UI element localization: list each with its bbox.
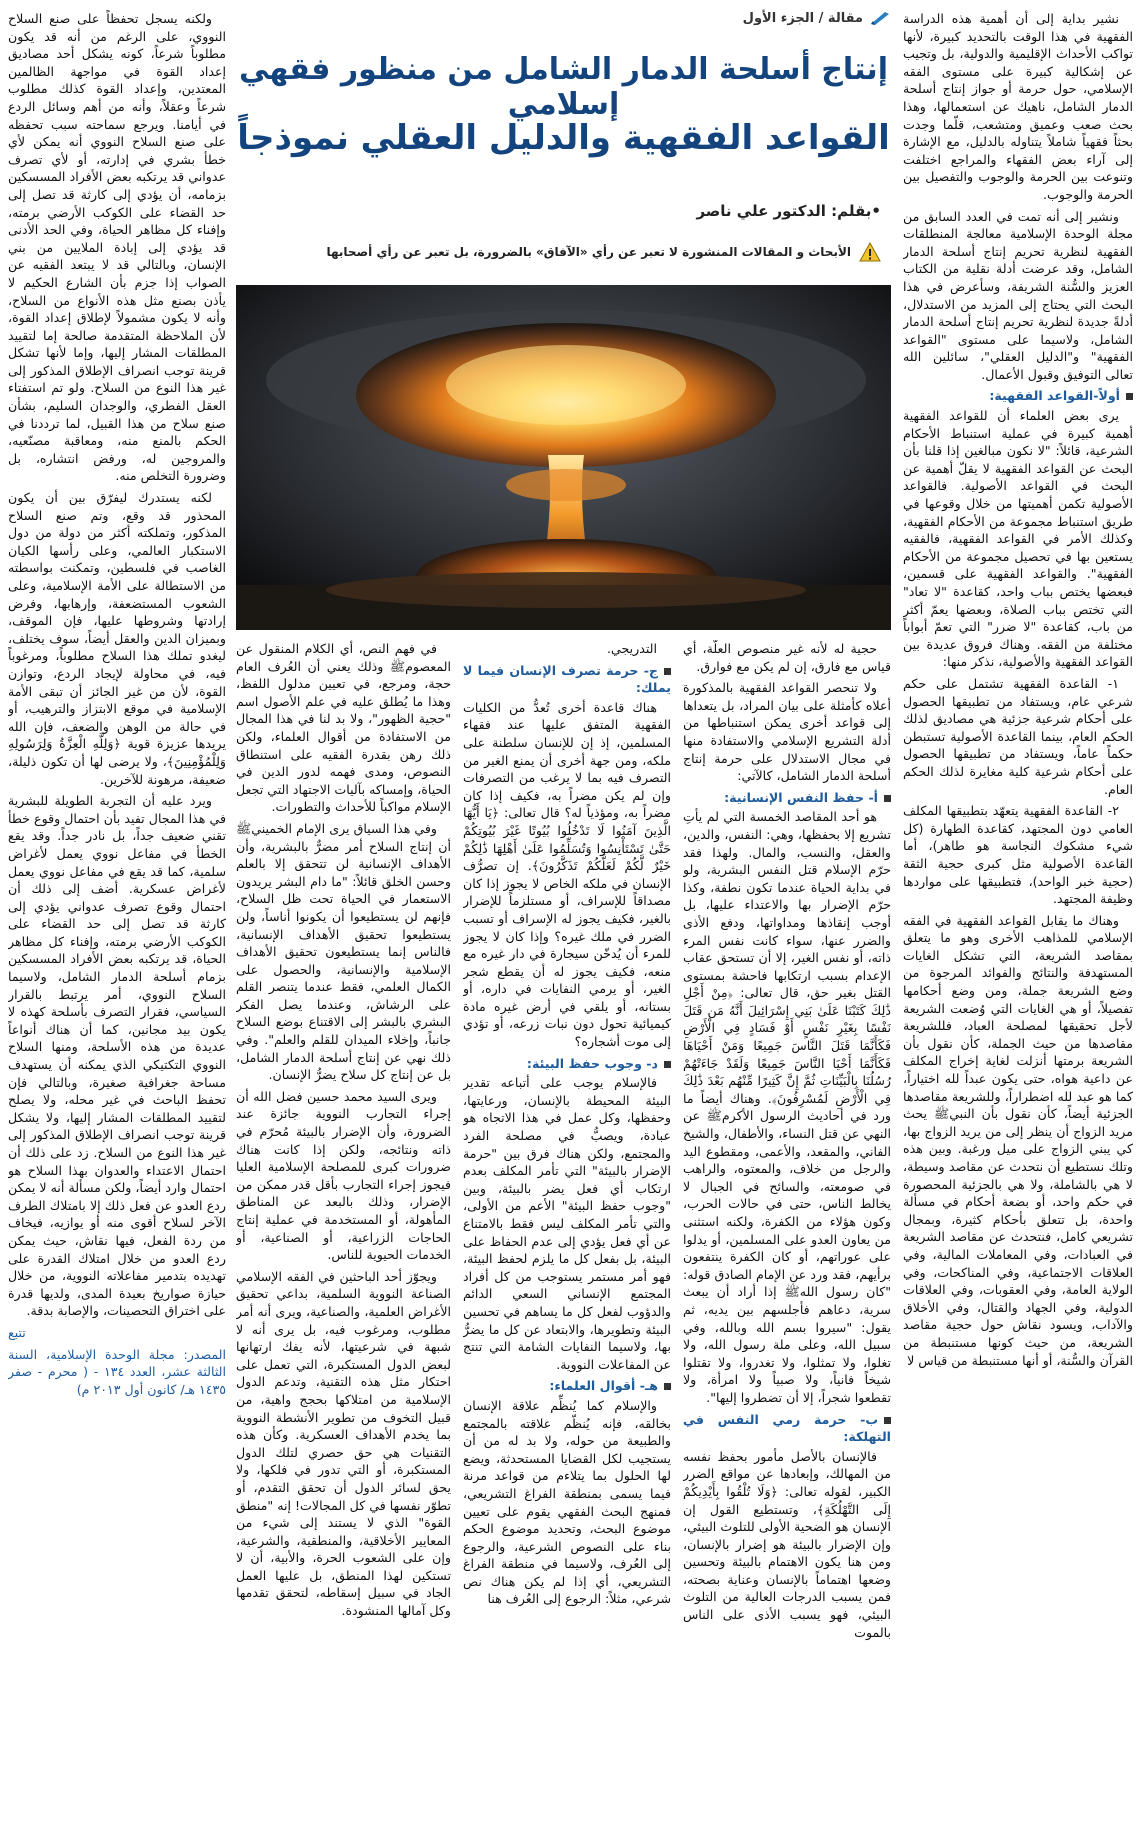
section-label: مقالة / الجزء الأول <box>743 10 891 26</box>
author-byline: •بقلم: الدكتور علي ناصر <box>696 202 881 220</box>
square-bullet-icon <box>884 1417 891 1424</box>
section-heading: أولاً-القواعد الفقهية: <box>903 387 1133 405</box>
paragraph: ويجوّز أحد الباحثين في الفقه الإسلامي الصناعة النووية السلمية، بداعي تحقيق الأغراض العلمية، والصناعية، ويرى أنه أمر مطلوب، ومرغوب فيه، بل يرى أنه لا شبهة في شرعيتها، لأنه يفك ارتهانها لبعض الدول المستكبرة، التي تعمل على احتكار مثل هذه التقنية، وتدعم الدول الإسلامية من امتلاكها بحجج واهية، من قبيل التخوف من تطوير الأنشطة النووية بما يخدم الأهداف العسكرية. وكأن هذه التقنيات هي حق حصري لتلك الدول المستكبرة، أو التي تدور في فلكها، ولا يحق لسائر الدول أن تحقق التقدم، أو تطوّر نفسها في كل المجالات! إنه "منطق القوة" الذي لا يستند إلى شيء من المعايير الأخلاقية، والمنطقية، والشرعية، وإن على الشعوب الحرة، والأبية، أن لا تستكين لهذا المنطق، بل عليها العمل الجاد في سبيل إسقاطه، لتحقق تقدمها وكل آمالها المنشودة. <box>236 1268 451 1619</box>
pen-icon <box>869 10 891 26</box>
paragraph: ١- القاعدة الفقهية تشتمل على حكم شرعي عام، ويستفاد من تطبيقها الحصول على أحكام شرعية جزئية هي مصاديق لذلك الحكم العام، بينما القاعدة الأصولية تستبطن حكماً عاماً، ويستفاد من تطبيقها الحصول على أحكام شرعية كلية مغايرة لذلك الحكم العام. <box>903 675 1133 797</box>
paragraph: ويرد عليه أن التجربة الطويلة للبشرية في هذا المجال تفيد بأن احتمال وقوع خطأ تقني ضعيف جداً، بل نادر جداً. وقد يقع الخطأ في مفاعل نووي يعمل لأغراض سلمية، كما قد يقع في مفاعل نووي يعمل لأغراض عسكرية. أضف إلى ذلك أن احتمال وقوع تصرف عدواني يؤدي إلى كارثة قد تصل إلى حد القضاء على الكوكب الأرضي برمته، وإفناء كل مظاهر الحياة، قد يرتكبه بعض الأفراد المسسكين بزمام أسلحة الدمار الشامل، ولاسيما السلاح النووي، أمر يرتبط بالقرار السياسي، فقرار التصرف بأسلحة كهذه لا يكون بيد مجانين، كما أن هناك أنواعاً عديدة من هذه الأسلحة، ومنها السلاح النووي التكتيكي الذي يمكنه أن يستهدف مساحة جغرافية صغيرة، وبالتالي فإن تحفظ الباحث في غير محله، ولا يصلح لتقييد المطلقات المشار إليها، ولا يشكل قرينة توجب انصراف الإطلاق المذكور إلى غير هذا النوع من السلاح. زد على ذلك أن احتمال الاعتداء والعدوان بهذا السلاح هو احتمال وارد أيضاً، ولكن مسألة أنه لا يمكن ردع العدو عن فعل ذلك إلا بامتلاك الطرف الآخر لسلاح أقوى منه أو يوازيه، فيخاف من ردة الفعل، فيها نقاش، حيث يمكن ردع العدو من خلال امتلاك القدرة على تهديده بتدمير مفاعلاته النووية، من خلال حيازة صواريخ بعيدة المدى، ولديها قدرة على اختراق التحصينات، والإصابة بدقة. <box>8 793 226 1319</box>
paragraph: ونشير إلى أنه تمت في العدد السابق من مجلة الوحدة الإسلامية معالجة المنطلقات الفقهية لنظرية تحريم إنتاج أسلحة الدمار الشامل، وقد عرضت أدلة نقلية من الكتاب العزيز والسُّنة الشريفة، وسأعرض في هذا البحث التي يحتاج إلى المزيد من الاستدلال، أدلةً جديدة لنظرية تحريم إنتاج أسلحة الدمار الشامل، ولاسيما على مستوى "القواعد الفقهية" و"الدليل العقلي"، سائلين الله تعالى التوفيق وقبول الأعمال. <box>903 208 1133 382</box>
section-heading: د- وجوب حفظ البيئة: <box>463 1055 671 1073</box>
source-citation: المصدر: مجلة الوحدة الإسلامية، السنة الثالثة عشر، العدد ١٣٤ - ( محرم - صفر ١٤٣٥ هـ/ كانون أول ٢٠١٣ م) <box>8 1346 226 1397</box>
paragraph: لكنه يستدرك ليفرّق بين أن يكون المحذور قد وقع، وتم صنع السلاح المذكور، وتملكته أكثر من دولة من دول الاستكبار العالمي، وعلى رأسها الكيان الغاصب في فلسطين، وتمكنت بواسطته من الاستطالة على الأمة الإسلامية، وعلى الشعوب المستضعفة، وإرهابها، وفرض إرادتها وشروطها عليها، فإن الموقف، وبميزان الدين والعقل أيضاً، سوف يختلف، ليغدو تملك هذا السلاح مطلوباً، ومرغوباً فيه، في محاولة لإيجاد الردع، وتوازن القوة، لأن من غير الجائز أن تبقى الأمة الإسلامية في موقع الابتزاز والترهيب، أو في حالة من الوهن والضعف، فإن الله يريدها عزيزة قوية ﴿وَلِلَّهِ الْعِزَّةُ وَلِرَسُولِهِ وَلِلْمُؤْمِنِينَ﴾، ولا يرضى لها أن تكون ذليلة، ضعيفة، مرهونة للآخرين. <box>8 490 226 787</box>
column-3 <box>463 640 671 1825</box>
paragraph: وفي هذا السياق يرى الإمام الخمينيﷺ أن إنتاج السلاح أمر مضرٌّ بالبشرية، وأن الأهداف الإنسانية لن تتحقق إلا بالعلم وحسن الخلق قائلاً: "ما دام البشر يريدون الاستعمار في الحياة تحت ظل السلاح، فإنهم لن يستطيعوا أن يكونوا أناساً، ولن يستطيعوا تحقيق الأهداف الإنسانية، فالناس إنما يستطيعون تحقيق الأهداف الإسلامية والإنسانية، والحصول على الكمال العلمي، فقط عندما يتنصر القلم على الرشاش، وعندما يصل الفكر البشري بالبشر إلى الاقتناع بوضع السلاح جانباً، وإخلاء الميدان للقلم والعلم". وفي ذلك نهي عن إنتاج أسلحة الدمار الشامل، بل عن إنتاج كل سلاح يضرُّ الإنسان. <box>236 820 451 1083</box>
paragraph: ولكنه يسجل تحفظاً على صنع السلاح النووي، على الرغم من أنه قد يكون مطلوباً شرعاً، كونه يشكل أحد مصاديق إعداد القوة في مواجهة الظالمين المعتدين، وإعداد القوة كذلك مطلوب شرعاً وعقلاً، وأنه من أهم وسائل الردع في أيامنا. ويرجع سماحته سبب تحفظه على صنع السلاح النووي أنه يمكن لأي خطأ بشري في إدارته، أو لأي تصرف عدواني قد يرتكبه بعض الأفراد المسسكين بزمامه، أن يؤدي إلى كارثة قد تصل إلى حد القضاء على الكوكب الأرضي برمته، وإفناء كل مظاهر الحياة، وفي الحد الأدنى قد يؤدي إلى إبادة الملايين من بني الإنسان، وبالتالي قد لا يبتعد الفقيه عن الصواب إذا جزم بأن الشارع الحكيم لا يأذن بصنع مثل هذه الأنواع من السلاح، وأنه لا يكون مشمولاً لإطلاق إعداد القوة، لأن الملاحظة المتقدمة صالحة إما لتقييد المطلقات المشار إليها، وإما لأنها تشكل قرينة توجب انصراف الإطلاق المذكور إلى غير هذا النوع من السلاح. ولو تم استفتاء العقل الفطري، والوجدان السليم، بشأن صنع سلاح من هذا القبيل، لما ترددنا في الحكم بالمنع منه، ومعاقبة مصنّعيه، والمروجين له، ورفض انتشاره، بل وضرورة التخلص منه. <box>8 11 226 484</box>
column-4 <box>236 640 451 1825</box>
column-2 <box>683 640 891 1825</box>
column-right <box>903 10 1133 1825</box>
paragraph: هناك قاعدة أخرى تُعدُّ من الكليات الفقهية المتفق عليها عند فقهاء المسلمين، إذ إن للإنسان سلطنة على ملكه، ومن جهة أخرى أن يمنع الغير من التصرف فيه بما لا يرغب من التصرفات وإن لم يكن مضراً به، فكيف إذا كان مضراً به، ومؤذياً له؟ قال تعالى: ﴿يَا أَيُّهَا الَّذِينَ آمَنُوا لَا تَدْخُلُوا بُيُوتًا غَيْرَ بُيُوتِكُمْ حَتَّىٰ تَسْتَأْنِسُوا وَتُسَلِّمُوا عَلَىٰ أَهْلِهَا ذَٰلِكُمْ خَيْرٌ لَّكُمْ لَعَلَّكُمْ تَذَكَّرُونَ﴾. إن تصرُّف الإنسان في ملكه الخاص لا يجوز إذا كان مصداقاً للإسراف، أو مستلزماً للإضرار بالغير، فكيف يجوز له الإسراف أو تسبب الضرر في ملك غيره؟ وإذا كان لا يجوز للمرء أن يُدخّن سيجارة في دار غيره مع منعه، فكيف يجوز له أن يقطع شجر الغير، أو يرمي النفايات في داره، أو بستانه، أو يلقي في أرض غيره مادة كيميائية تحول دون نبات زرعه، أو تؤدي إلى موت أشجاره؟ <box>463 699 671 1050</box>
square-bullet-icon <box>1126 393 1133 400</box>
mushroom-cloud-photo <box>236 285 891 630</box>
paragraph: يرى بعض العلماء أن للقواعد الفقهية أهمية كبيرة في عملية استنباط الأحكام الشرعية، قائلاً: "لا نكون مبالغين إذا قلنا بأن البحث عن القواعد الفقهية لا يقلّ أهمية عن البحث في القواعد الأصولية. فالقواعد الأصولية تكمن أهميتها من خلال وقوعها في طريق استنباط مجموعة من الأحكام الفقهية، وكذلك الأمر في القواعد الفقهية، فالفقيه يستعين بها في تحصيل مجموعة من الأحكام الفقهية". والقواعد الفقهية على قسمين، فبعضها يختص بباب واحد، كقاعدة "لا تعاد" التي تختص بباب الصلاة، وبعضها يعمّ أكثر من باب، كقاعدة "لا ضرر" التي تعمّ أبواباً مختلفة من الفقه. وهناك فروق عديدة بين القواعد الفقهية والأصولية، نذكر منها: <box>903 408 1133 670</box>
paragraph: في فهم النص، أي الكلام المنقول عن المعصومﷺ وذلك يعني أن العُرف العام حجة، ومرجع، في تعيين مدلول اللفظ، وهذا ما يُطلق عليه في علم الأصول اسم "حجية الظهور"، ولا بد لنا في هذا المجال من الاستفادة من أقوال العلماء، ولكن ذلك رهن بقدرة الفقيه على استنطاق النصوص، ومدى فهمه لدور الدين في الحياة، وإمساكه بآليات الاجتهاد التي تجعل الإسلام مواكباً للأحداث والتطورات. <box>236 641 451 815</box>
paragraph: فالإسلام يوجب على أتباعه تقدير البيئة المحيطة بالإنسان، ورعايتها، وحفظها، وكل عمل في هذا الاتجاه هو عبادة، ويصبُّ في مصلحة الفرد والمجتمع، ولكن هناك فرق بين "حرمة الإضرار بالبيئة" التي تأمر المكلف بعدم ارتكاب أي فعل يضر بالبيئة، وبين "وجوب حفظ البيئة" الأعم من الأولى، والتي تأمر المكلف ليس فقط بالامتناع عن أي فعل يؤدي إلى عدم الحفاظ على البيئة، بل بفعل كل ما يلزم لحفظ البيئة، فهو أمر مستمر يستوجب من كل أفراد المجتمع الإنساني السعي الدائم والدؤوب لفعل كل ما يساهم في تحسين البيئة وتطويرها، والابتعاد عن كل ما يضرُّ بها، ولاسيما النفايات الشامة التي تنتج عن المفاعلات النووية. <box>463 1075 671 1372</box>
paragraph: التدريجي. <box>607 641 657 656</box>
disclaimer: الأبحاث و المقالات المنشورة لا تعبر عن رأي «الآفاق» بالضرورة، بل تعبر عن رأي أصحابها <box>326 242 881 262</box>
paragraph: ولا تنحصر القواعد الفقهية بالمذكورة أعلاه كأمثلة على بيان المراد، بل يتعداها إلى قواعد أخرى يمكن استنباطها من أدلة التشريع الإسلامي والاستفادة منها في مجال الاستدلال على حرمة إنتاج أسلحة الدمار الشامل، كالآتي: <box>683 680 891 784</box>
article-header <box>236 10 891 290</box>
square-bullet-icon <box>664 1383 671 1390</box>
paragraph: ٢- القاعدة الفقهية يتعهّد بتطبيقها المكلف العامي دون المجتهد، كقاعدة الطهارة (كل شيء مشكوك النجاسة هو طاهر)، أما القاعدة الأصولية مثل كبرى حجية الثقة (حجية خبر الواحد)، فتطبيقها على مواردها وظيفة المجتهد. <box>903 803 1133 907</box>
paragraph: هو أحد المقاصد الخمسة التي لم يأتِ تشريع إلا بحفظها، وهي: النفس، والدين، والعقل، والنسب، والمال. ولهذا فقد حرّم الإسلام قتل النفس البشرية، ولو في بداية الحياة عندما تكون نطفة، وكذا حرّم الإضرار بها والاعتداء عليها، بل أوجب إنقاذها ومداواتها، ودفع الأذى والضرر عنها، سواء كانت نفس المرء ذاته، أو نفس الغير، إلا أن تستحق عقاب الإعدام بسبب ارتكابها فاحشة بمستوى القتل بغير حق، قال تعالى: ﴿مِنْ أَجْلِ ذَٰلِكَ كَتَبْنَا عَلَىٰ بَنِي إِسْرَائِيلَ أَنَّهُ مَن قَتَلَ نَفْسًا بِغَيْرِ نَفْسٍ أَوْ فَسَادٍ فِي الْأَرْضِ فَكَأَنَّمَا قَتَلَ النَّاسَ جَمِيعًا وَمَنْ أَحْيَاهَا فَكَأَنَّمَا أَحْيَا النَّاسَ جَمِيعًا وَلَقَدْ جَاءَتْهُمْ رُسُلُنَا بِالْبَيِّنَاتِ ثُمَّ إِنَّ كَثِيرًا مِّنْهُم بَعْدَ ذَٰلِكَ فِي الْأَرْضِ لَمُسْرِفُونَ﴾. وهناك أيضاً ما ورد في أحاديث الرسول الأكرمﷺ عن النهي عن قتل النساء، والأطفال، والشيخ الفاني، والمقعد، والأعمى، ومقطوع اليد والرجل من خلاف، والمعتوه، والراهب في صومعته، والسائح في الجبال لا يخالط الناس، حتى في حالات الحرب، وكون هؤلاء من الكفرة، ولكنه استثنى من يعاون العدو على المسلمين، أو يدلوا على عوراتهم، أو كان الكفرة ينتفعون برأيهم، فقد ورد عن الإمام الصادق قوله: "كان رسول اللهﷺ إذا أراد أن يبعث سرية، دعاهم فأجلسهم بين يديه، ثم يقول: "سيروا بسم الله وبالله، وفي سبيل الله، وعلى ملة رسول الله، ولا تغلوا، ولا تمثلوا، ولا تغدروا، ولا تقتلوا شيخاً فانياً، ولا صبياً ولا امرأة، ولا تقطعوا شجراً، إلا أن تضطروا إليها". <box>683 809 891 1405</box>
continued-label: تتبع <box>8 1324 26 1340</box>
section-heading: هـ- أقوال العلماء: <box>463 1377 671 1395</box>
square-bullet-icon <box>884 795 891 802</box>
section-heading: ج- حرمة تصرف الإنسان فيما لا يملك: <box>463 662 671 696</box>
warning-icon <box>859 242 881 262</box>
column-left <box>8 10 226 1825</box>
paragraph: ويرى السيد محمد حسين فضل الله أن إجراء التجارب النووية جائزة عند الضرورة، وأن الإضرار بالبيئة مُحرّم في ذاته ونتائجه، ولكن إذا كانت هناك ضرورات كبرى للمصلحة الإسلامية العليا فيجوز إجراء التجارب بأقل قدر ممكن من الإضرار، وذلك بالبعد عن المناطق المأهولة، أو المستخدمة في عملية إنتاج الحاجات الزراعية، أو الصناعية، أو الخدمات الحيوية للناس. <box>236 1088 451 1263</box>
paragraph: حجية له لأنه غير منصوص العلّة، أي قياس مع فارق، إن لم يكن مع فوارق. <box>683 641 891 674</box>
section-heading: ب- حرمة رمي النفس في التهلكة: <box>683 1411 891 1445</box>
paragraph: فالإنسان بالأصل مأمور بحفظ نفسه من المهالك، وإبعادها عن مواقع الضرر الكبير، لقوله تعالى: ﴿وَلَا تُلْقُوا بِأَيْدِيكُمْ إِلَى التَّهْلُكَةِ﴾، وتستطيع القول إن الإنسان هو الضحية الأولى للتلوث البيئي، وإن الإضرار بالبيئة هو إضرار بالإنسان، ومن هنا يكون الاهتمام بالبيئة وتحسين وضعها اهتماماً بالإنسان وعناية بصحته، فمن يسبب الدرجات العالية من التلوث البيئي، فهو يسبب الأذى على الناس بالموت <box>683 1448 891 1640</box>
section-heading: أ- حفظ النفس الإنسانية: <box>683 789 891 807</box>
paragraph: نشير بداية إلى أن أهمية هذه الدراسة الفقهية في هذا الوقت بالتحديد كبيرة، لأنها تواكب الأحداث الإقليمية والدولية، بل وتجيب عن إشكالية كبيرة على مستوى الفقه الإسلامي، حول حرمة أو جواز إنتاج أسلحة الدمار الشامل، ناهيك عن استعمالها، وهذا بحث صعب وعميق ومتشعب، قلّما وجدت بحثاً فقهياً شاملاً يتناوله بالدليل، مع الإشارة إلى آراء بعض الفقهاء والمراجع اختلفت وتنوعت بين الحرمة والوجوب والتفصيل بين الحرمة والوجوب. <box>903 11 1133 202</box>
square-bullet-icon <box>664 668 671 675</box>
article-subtitle: القواعد الفقهية والدليل العقلي نموذجاً <box>237 118 890 158</box>
paragraph: وهناك ما يقابل القواعد الفقهية في الفقه الإسلامي للمذاهب الأخرى وهو ما يتعلق بمقاصد الشريعة، التي تشكل الغايات المستهدفة والنتائج والفوائد المرجوة من وضع الشريعة جملة، ومن وضع أحكامها تفصيلاً، أو هي الغايات التي وُضعت الشريعة لأجل تحقيقها لمصلحة العباد، فللشريعة مقاصدها من حيث الجملة، كأن نقول بأن الشريعة برمتها أنزلت لغاية إخراج المكلف عن داعية هواه، حتى يكون عبداً لله اختياراً، كما هو عبد لله اضطراراً، وللشريعة مقاصدها الجزئية أيضاً، كأن نقول بأن النبيﷺ يحث مريد الزواج أن ينظر إلى من يريد الزواج بها، كي يبني الزواج على ميل ورغبة. وبين هذه وتلك نستطيع أن نتحدث عن مقاصد وسيطة، لا هي بالشاملة، ولا هي بالجزئية المحصورة في حكم واحد، أو بضعة أحكام في مسألة واحدة، بل تتعلق بأحكام كثيرة، وبمجال تشريعي كامل، فنتحدث عن مقاصد الشريعة في العبادات، وفي المعاملات المالية، وفي العلاقات الاجتماعية، وفي المناكحات، وفي الولاية العامة، وفي العقوبات، وفي العلاقات الدولية، وفي الجهاد والقتال، وفي الأخلاق والآداب، ويسود نقاش حول حجية مقاصد الشريعة، من حيث كونها مستنبطة من القرآن والسُّنة، أو أنها مستنبطة من قياس لا <box>903 912 1133 1368</box>
square-bullet-icon <box>664 1061 671 1068</box>
article-title: إنتاج أسلحة الدمار الشامل من منظور فقهي إسلامي <box>239 52 888 122</box>
paragraph: والإسلام كما يُنظِّم علاقة الإنسان بخالقه، فإنه يُنظّم علاقته بالمجتمع والطبيعة من حوله، ولا بد له من أن يستجيب لكل القضايا المستحدثة، ويضع لها الحلول بما يتلاءم من قواعد مرنة فيما يسمى بمنطقة الفراغ التشريعي، فمنهج البحث الفقهي يقوم على تعيين موضوع البحث، وتحديد موضوع الحكم بناء على النصوص الشرعية، والرجوع إلى العُرف، ولاسيما في منطقة الفراغ التشريعي، أي إذا لم يكن هناك نص شرعي، مثلاً: الرجوع إلى العُرف هنا <box>463 1397 671 1607</box>
